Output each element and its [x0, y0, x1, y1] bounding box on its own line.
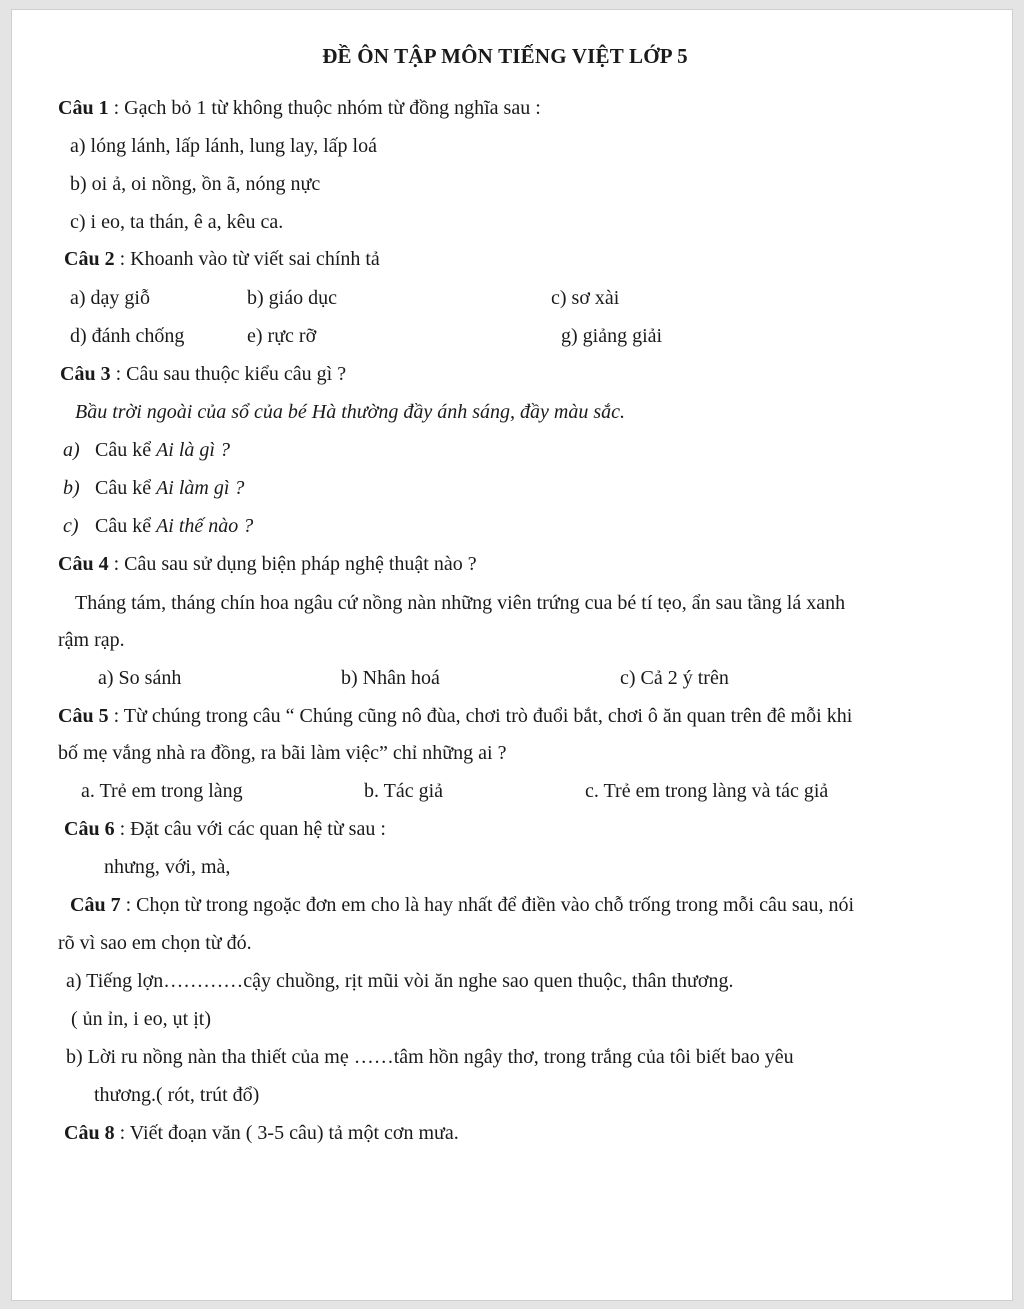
question-2-prompt: : Khoanh vào từ viết sai chính tả [114, 248, 380, 270]
question-4-option-c: c) Cả 2 ý trên [620, 667, 729, 689]
question-6-prompt: : Đặt câu với các quan hệ từ sau : [114, 818, 386, 840]
question-2-option-e: e) rực rỡ [247, 325, 317, 347]
question-4-passage-line-1: Tháng tám, tháng chín hoa ngâu cứ nồng nàn những viên trứng cua bé tí tẹo, ẩn sau tầng lá xanh [75, 592, 846, 614]
question-1-prompt: : Gạch bỏ 1 từ không thuộc nhóm từ đồng nghĩa sau : [108, 97, 541, 119]
question-7-item-a-choices: ( ủn ỉn, i eo, ụt ịt) [71, 1008, 211, 1030]
question-7 [70, 894, 854, 917]
question-3-option-c [63, 515, 253, 538]
question-1-label: Câu 1 [58, 97, 109, 119]
question-7-label: Câu 7 [70, 894, 121, 916]
question-6 [64, 818, 386, 841]
question-3-label: Câu 3 [60, 363, 111, 385]
option-letter: b) [63, 477, 80, 499]
question-3-option-b [63, 477, 244, 500]
question-7-prompt-line-2: rõ vì sao em chọn từ đó. [58, 932, 252, 954]
question-2 [64, 248, 380, 271]
option-italic: Ai là gì ? [156, 439, 230, 461]
question-1-option-b: b) oi ả, oi nồng, ồn ã, nóng nực [70, 173, 321, 195]
question-7-item-a: a) Tiếng lợn…………cậy chuồng, rịt mũi vòi ăn nghe sao quen thuộc, thân thương. [66, 970, 734, 992]
option-letter: a) [63, 439, 80, 461]
question-8-prompt: : Viết đoạn văn ( 3-5 câu) tả một cơn mưa. [114, 1122, 459, 1144]
option-text: Câu kể [95, 515, 157, 537]
question-4-option-b: b) Nhân hoá [341, 667, 440, 689]
question-5-prompt-line-1: : Từ chúng trong câu “ Chúng cũng nô đùa, chơi trò đuổi bắt, chơi ô ăn quan trên đê mỗi khi [108, 705, 853, 727]
question-5-option-b: b. Tác giả [364, 780, 444, 802]
question-1-option-c: c) i eo, ta thán, ê a, kêu ca. [70, 211, 284, 233]
question-3-prompt: : Câu sau thuộc kiểu câu gì ? [110, 363, 347, 385]
question-5 [58, 705, 852, 728]
option-italic: Ai làm gì ? [156, 477, 245, 499]
option-text: Câu kể [95, 477, 157, 499]
question-7-prompt-line-1: : Chọn từ trong ngoặc đơn em cho là hay nhất để điền vào chỗ trống trong mỗi câu sau, nói [120, 894, 855, 916]
question-4-passage-line-2: rậm rạp. [58, 629, 125, 651]
question-1 [58, 97, 541, 120]
question-2-option-c: c) sơ xài [551, 287, 620, 309]
question-7-item-b-line-1: b) Lời ru nồng nàn tha thiết của mẹ ……tâm hồn ngây thơ, trong trắng của tôi biết bao yêu [66, 1046, 794, 1068]
question-5-label: Câu 5 [58, 705, 109, 727]
question-2-option-d: d) đánh chống [70, 325, 185, 347]
question-3 [60, 363, 346, 386]
option-text: Câu kể [95, 439, 157, 461]
question-3-option-a [63, 439, 230, 462]
question-6-label: Câu 6 [64, 818, 115, 840]
question-8 [64, 1122, 459, 1145]
option-letter: c) [63, 515, 79, 537]
question-2-option-b: b) giáo dục [247, 287, 337, 309]
question-2-label: Câu 2 [64, 248, 115, 270]
question-4-prompt: : Câu sau sử dụng biện pháp nghệ thuật nào ? [108, 553, 477, 575]
question-5-option-a: a. Trẻ em trong làng [81, 780, 243, 802]
question-4-option-a: a) So sánh [98, 667, 182, 689]
question-5-option-c: c. Trẻ em trong làng và tác giả [585, 780, 829, 802]
page-title: ĐỀ ÔN TẬP MÔN TIẾNG VIỆT LỚP 5 [322, 44, 688, 68]
option-italic: Ai thế nào ? [156, 515, 254, 537]
question-6-words: nhưng, với, mà, [104, 856, 231, 878]
question-7-item-b-line-2: thương.( rót, trút đổ) [94, 1084, 260, 1106]
question-4 [58, 553, 477, 576]
question-1-option-a: a) lóng lánh, lấp lánh, lung lay, lấp loá [70, 135, 377, 157]
question-2-option-a: a) dạy giỗ [70, 287, 150, 309]
question-8-label: Câu 8 [64, 1122, 115, 1144]
question-4-label: Câu 4 [58, 553, 109, 575]
question-5-prompt-line-2: bố mẹ vắng nhà ra đồng, ra bãi làm việc” chỉ những ai ? [58, 742, 507, 764]
question-2-option-g: g) giảng giải [561, 325, 663, 347]
question-3-sentence: Bầu trời ngoài của sổ của bé Hà thường đầy ánh sáng, đầy màu sắc. [75, 401, 625, 423]
